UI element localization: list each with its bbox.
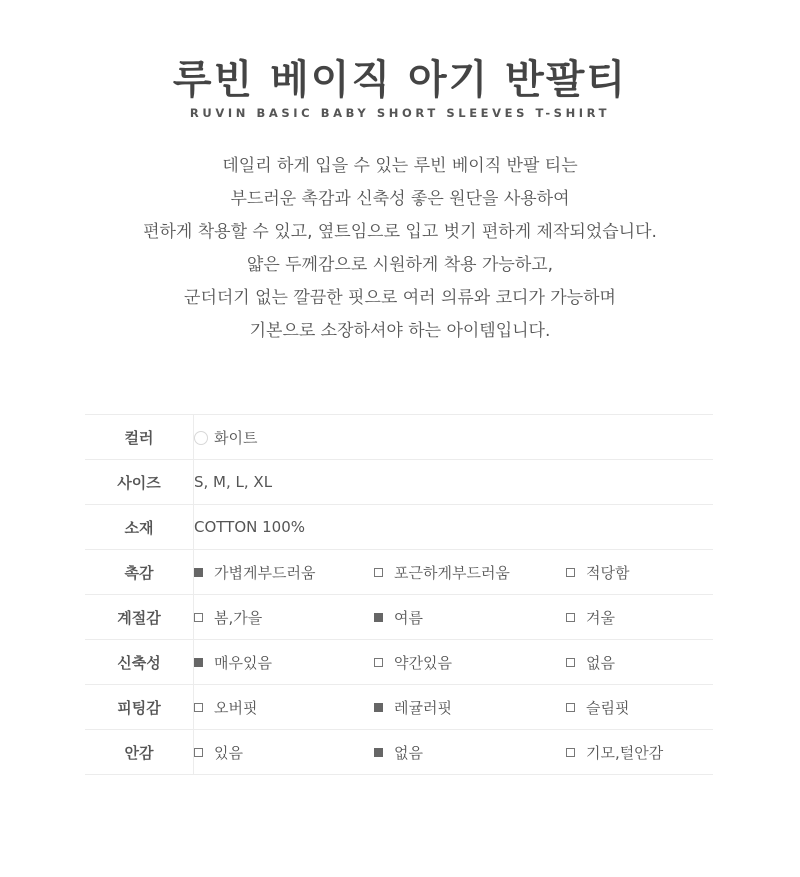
option-label: 레귤러핏 xyxy=(394,698,452,717)
checkbox-icon xyxy=(194,748,203,757)
option-label: 여름 xyxy=(394,608,423,627)
spec-option xyxy=(374,697,566,718)
spec-option xyxy=(566,652,615,673)
checkbox-icon xyxy=(566,748,575,757)
description-line: 부드러운 촉감과 신축성 좋은 원단을 사용하여 xyxy=(230,189,570,209)
spec-option xyxy=(374,742,566,763)
spec-table xyxy=(85,414,713,775)
checkbox-icon xyxy=(374,703,383,712)
option-label: 봄,가을 xyxy=(214,608,263,627)
spec-row-material xyxy=(85,505,713,550)
option-label: 약간있음 xyxy=(394,653,452,672)
spec-option xyxy=(566,742,663,763)
option-label: 기모,털안감 xyxy=(586,743,664,762)
spec-label: 촉감 xyxy=(85,550,194,595)
option-label: 매우있음 xyxy=(214,653,272,672)
checkbox-icon xyxy=(566,658,575,667)
option-label: 슬림핏 xyxy=(586,698,630,717)
option-label: 적당함 xyxy=(586,563,630,582)
spec-options xyxy=(194,640,714,685)
spec-option xyxy=(566,697,629,718)
spec-row-size xyxy=(85,460,713,505)
spec-label: 계절감 xyxy=(85,595,194,640)
spec-value: S, M, L, XL xyxy=(194,460,714,505)
option-label: 없음 xyxy=(586,653,615,672)
spec-option xyxy=(194,697,374,718)
spec-option xyxy=(194,652,374,673)
product-description xyxy=(0,150,800,348)
checkbox-icon xyxy=(566,613,575,622)
checkbox-icon xyxy=(194,658,203,667)
description-line: 데일리 하게 입을 수 있는 루빈 베이직 반팔 티는 xyxy=(222,156,578,176)
spec-label: 사이즈 xyxy=(85,460,194,505)
spec-option xyxy=(194,607,374,628)
spec-option xyxy=(374,607,566,628)
spec-row-season xyxy=(85,595,713,640)
checkbox-icon xyxy=(194,703,203,712)
description-line: 얇은 두께감으로 시원하게 착용 가능하고, xyxy=(246,255,554,275)
product-title: 루빈 베이직 아기 반팔티 xyxy=(172,57,628,103)
description-line: 기본으로 소장하셔야 하는 아이템입니다. xyxy=(249,321,551,341)
description-line: 군더더기 없는 깔끔한 핏으로 여러 의류와 코디가 가능하며 xyxy=(184,288,616,308)
product-subtitle: RUVIN BASIC BABY SHORT SLEEVES T-SHIRT xyxy=(189,106,611,120)
checkbox-icon xyxy=(374,568,383,577)
spec-label: 안감 xyxy=(85,730,194,775)
spec-option xyxy=(566,562,629,583)
option-label: 포근하게부드러움 xyxy=(394,563,510,582)
spec-row-touch xyxy=(85,550,713,595)
spec-option xyxy=(374,562,566,583)
spec-option xyxy=(374,652,566,673)
spec-label: 컬러 xyxy=(85,415,194,460)
spec-label: 피팅감 xyxy=(85,685,194,730)
spec-option xyxy=(566,607,615,628)
checkbox-icon xyxy=(374,613,383,622)
checkbox-icon xyxy=(194,613,203,622)
checkbox-icon xyxy=(566,568,575,577)
color-swatch-icon xyxy=(194,431,208,445)
option-label: 있음 xyxy=(214,743,243,762)
option-label: 가볍게부드러움 xyxy=(214,563,316,582)
checkbox-icon xyxy=(566,703,575,712)
option-label: 겨울 xyxy=(586,608,615,627)
checkbox-icon xyxy=(194,568,203,577)
spec-row-color xyxy=(85,415,713,460)
spec-options xyxy=(194,595,714,640)
spec-value xyxy=(194,415,714,460)
spec-options xyxy=(194,685,714,730)
spec-options xyxy=(194,730,714,775)
spec-option xyxy=(194,562,374,583)
spec-row-fit xyxy=(85,685,713,730)
option-label: 없음 xyxy=(394,743,423,762)
option-label: 오버핏 xyxy=(214,698,258,717)
spec-label: 소재 xyxy=(85,505,194,550)
spec-row-lining xyxy=(85,730,713,775)
description-line: 편하게 착용할 수 있고, 옆트임으로 입고 벗기 편하게 제작되었습니다. xyxy=(143,222,657,242)
spec-row-stretch xyxy=(85,640,713,685)
checkbox-icon xyxy=(374,748,383,757)
checkbox-icon xyxy=(374,658,383,667)
spec-options xyxy=(194,550,714,595)
spec-label: 신축성 xyxy=(85,640,194,685)
spec-option xyxy=(194,742,374,763)
spec-value: COTTON 100% xyxy=(194,505,714,550)
color-name: 화이트 xyxy=(214,428,258,447)
